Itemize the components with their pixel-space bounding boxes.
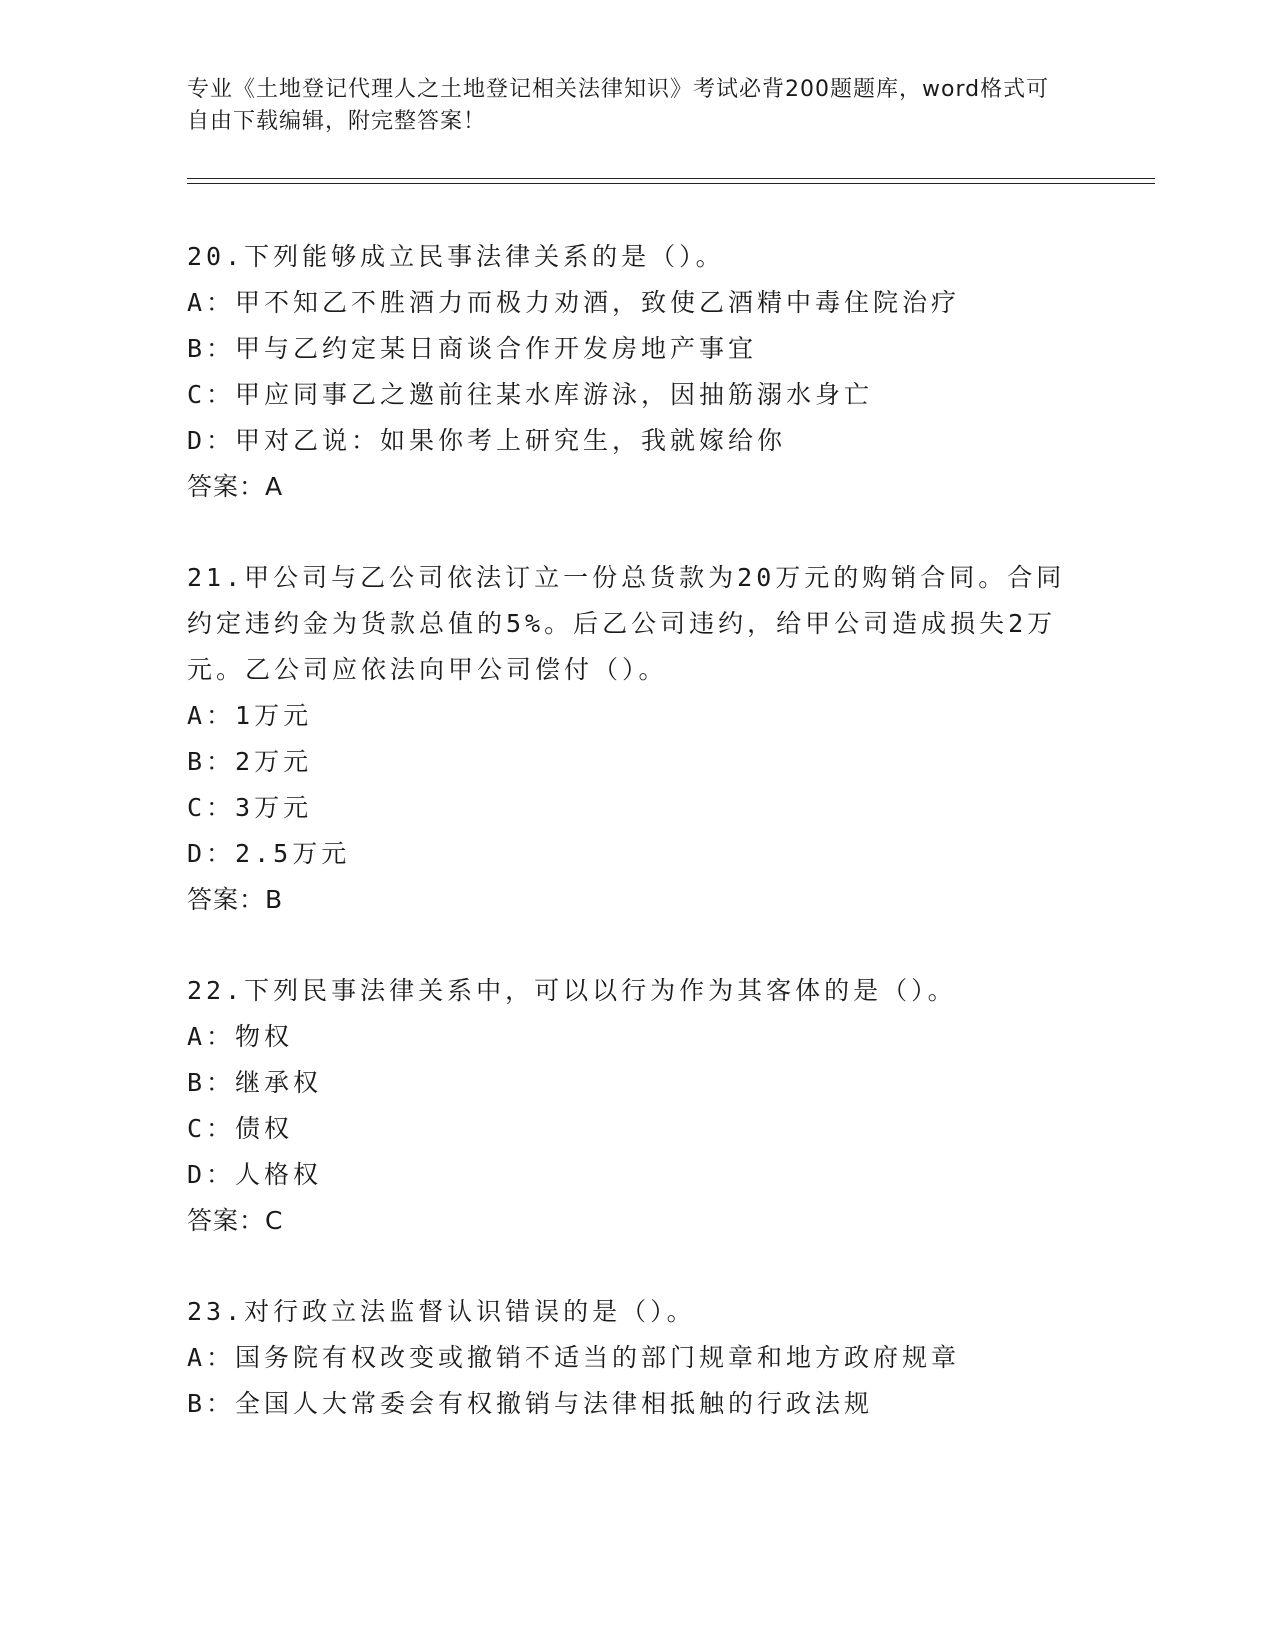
option-d: D：人格权 — [187, 1160, 323, 1189]
header-divider-bottom — [187, 183, 1155, 184]
option-c: C：3万元 — [187, 793, 313, 822]
document-header: 专业《土地登记代理人之土地登记相关法律知识》考试必背200题题库，word格式可自由下载编辑，附完整答案！ — [187, 77, 1050, 134]
option-a: A：甲不知乙不胜酒力而极力劝酒，致使乙酒精中毒住院治疗 — [187, 288, 961, 317]
question-21 — [187, 555, 1087, 923]
option-b: B：全国人大常委会有权撤销与法律相抵触的行政法规 — [187, 1389, 874, 1418]
option-c: C：甲应同事乙之邀前往某水库游泳，因抽筋溺水身亡 — [187, 380, 874, 409]
question-stem: 22.下列民事法律关系中，可以以行为作为其客体的是（）。 — [187, 976, 957, 1005]
option-a: A：国务院有权改变或撤销不适当的部门规章和地方政府规章 — [187, 1343, 961, 1372]
question-list — [187, 234, 1087, 1472]
option-d: D：甲对乙说：如果你考上研究生，我就嫁给你 — [187, 426, 787, 455]
option-d: D：2.5万元 — [187, 839, 351, 868]
option-a: A：物权 — [187, 1022, 294, 1051]
option-b: B：2万元 — [187, 747, 313, 776]
question-stem: 21.甲公司与乙公司依法订立一份总货款为20万元的购销合同。合同约定违约金为货款总值的5%。后乙公司违约，给甲公司造成损失2万元。乙公司应依法向甲公司偿付（）。 — [187, 563, 1066, 684]
option-b: B：甲与乙约定某日商谈合作开发房地产事宜 — [187, 334, 758, 363]
question-stem: 23.对行政立法监督认识错误的是（）。 — [187, 1297, 696, 1326]
answer: 答案：B — [187, 885, 284, 914]
question-22 — [187, 968, 1087, 1244]
question-23 — [187, 1289, 1087, 1427]
answer: 答案：C — [187, 1206, 284, 1235]
question-stem: 20.下列能够成立民事法律关系的是（）。 — [187, 242, 725, 271]
question-20 — [187, 234, 1087, 510]
option-c: C：债权 — [187, 1114, 294, 1143]
answer: 答案：A — [187, 472, 284, 501]
option-a: A：1万元 — [187, 701, 313, 730]
header-divider-top — [187, 178, 1155, 179]
option-b: B：继承权 — [187, 1068, 323, 1097]
